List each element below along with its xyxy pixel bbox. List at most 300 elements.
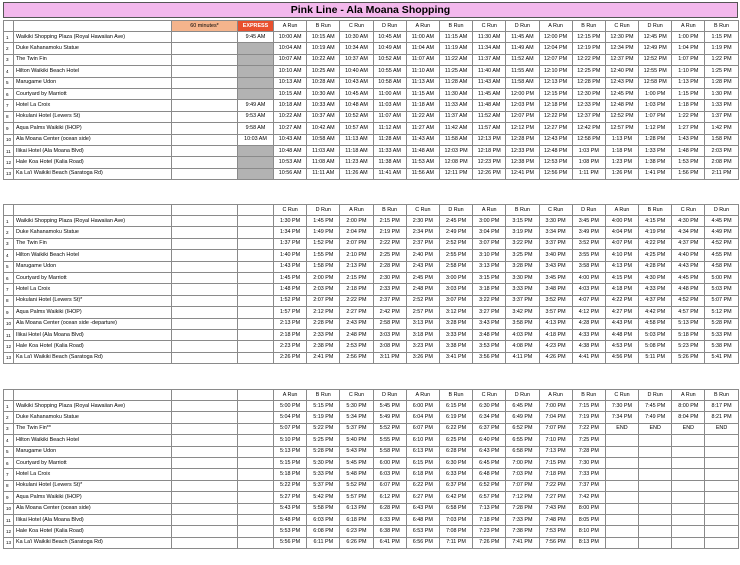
- time-cell: 10:30 AM: [307, 88, 340, 99]
- stop-name: Hokulani Hotel (Lewers St)*: [14, 480, 172, 491]
- time-cell: 10:43 AM: [340, 77, 373, 88]
- time-cell: 8:00 PM: [672, 401, 705, 412]
- time-cell: 10:34 AM: [340, 43, 373, 54]
- time-cell: 12:41 PM: [506, 168, 539, 179]
- stop-name: Hokulani Hotel (Lewers St): [14, 111, 172, 122]
- time-cell: 6:30 PM: [473, 401, 506, 412]
- time-cell: 5:13 PM: [672, 318, 705, 329]
- time-cell: 2:07 PM: [307, 295, 340, 306]
- time-cell: 6:13 PM: [406, 446, 439, 457]
- time-cell: 10:18 AM: [274, 100, 307, 111]
- time-cell: 7:15 PM: [572, 401, 605, 412]
- time-cell: [605, 526, 638, 537]
- stop-number: 9: [4, 492, 14, 503]
- time-cell: 2:43 PM: [340, 318, 373, 329]
- express-time: [238, 168, 274, 179]
- time-cell: 11:07 AM: [406, 54, 439, 65]
- stop-number: 10: [4, 503, 14, 514]
- time-cell: 6:07 PM: [373, 480, 406, 491]
- time-cell: 5:03 PM: [639, 329, 672, 340]
- stop-number: 3: [4, 54, 14, 65]
- time-cell: 5:48 PM: [274, 514, 307, 525]
- time-cell: 3:25 PM: [506, 250, 539, 261]
- run-header: B Run: [439, 21, 472, 32]
- time-cell: 2:45 PM: [439, 216, 472, 227]
- time-cell: 4:30 PM: [639, 272, 672, 283]
- time-cell: 1:26 PM: [605, 168, 638, 179]
- time-cell: 4:48 PM: [672, 284, 705, 295]
- time-cell: [672, 492, 705, 503]
- time-cell: 12:49 PM: [639, 43, 672, 54]
- time-cell: 6:38 PM: [373, 526, 406, 537]
- stop-number: 6: [4, 272, 14, 283]
- table-row: [4, 514, 739, 525]
- time-cell: 2:25 PM: [373, 250, 406, 261]
- time-cell: [672, 446, 705, 457]
- time-cell: 11:22 AM: [439, 54, 472, 65]
- blank-cell: [238, 446, 274, 457]
- time-cell: 8:10 PM: [572, 526, 605, 537]
- run-header: C Run: [406, 205, 439, 216]
- time-cell: 1:19 PM: [705, 43, 738, 54]
- time-cell: 12:08 PM: [439, 157, 472, 168]
- stop-number: 3: [4, 238, 14, 249]
- header-blank: [238, 205, 274, 216]
- time-cell: 11:26 AM: [340, 168, 373, 179]
- time-cell: 3:52 PM: [572, 238, 605, 249]
- time-cell: 1:57 PM: [274, 307, 307, 318]
- time-cell: 6:49 PM: [506, 412, 539, 423]
- time-cell: 8:00 PM: [572, 503, 605, 514]
- express-time: [238, 77, 274, 88]
- time-cell: 7:28 PM: [506, 503, 539, 514]
- time-cell: 3:45 PM: [539, 272, 572, 283]
- time-cell: 6:25 PM: [439, 435, 472, 446]
- time-cell: 10:49 AM: [373, 43, 406, 54]
- time-cell: [639, 526, 672, 537]
- interval-cell: [172, 168, 238, 179]
- time-cell: 6:10 PM: [406, 435, 439, 446]
- blank-cell: [238, 216, 274, 227]
- time-cell: [605, 492, 638, 503]
- time-cell: 10:42 AM: [307, 123, 340, 134]
- time-cell: 5:49 PM: [373, 412, 406, 423]
- time-cell: 2:49 PM: [439, 227, 472, 238]
- time-cell: 5:12 PM: [705, 307, 738, 318]
- time-cell: 3:13 PM: [406, 318, 439, 329]
- time-cell: 2:40 PM: [406, 250, 439, 261]
- stop-number: 9: [4, 307, 14, 318]
- time-cell: 11:15 AM: [439, 32, 472, 43]
- time-cell: END: [672, 423, 705, 434]
- table-row: [4, 284, 739, 295]
- time-cell: 11:03 AM: [373, 100, 406, 111]
- time-cell: 1:48 PM: [274, 284, 307, 295]
- time-cell: [672, 503, 705, 514]
- time-cell: 1:18 PM: [605, 145, 638, 156]
- blank-cell: [238, 227, 274, 238]
- blank-cell: [172, 503, 238, 514]
- header-blank: [4, 21, 14, 32]
- stop-name: Hotel La Croix: [14, 469, 172, 480]
- time-cell: 4:49 PM: [705, 227, 738, 238]
- time-cell: 10:07 AM: [274, 54, 307, 65]
- stop-name: Courtyard by Marriott: [14, 88, 172, 99]
- time-cell: [705, 446, 738, 457]
- stop-name: Ka La'i Waikiki Beach (Saratoga Rd): [14, 168, 172, 179]
- time-cell: 11:40 AM: [473, 66, 506, 77]
- time-cell: 5:48 PM: [340, 469, 373, 480]
- run-header: A Run: [473, 205, 506, 216]
- time-cell: 12:56 PM: [539, 168, 572, 179]
- blank-cell: [172, 307, 238, 318]
- time-cell: 2:13 PM: [274, 318, 307, 329]
- time-cell: 4:45 PM: [672, 272, 705, 283]
- stop-name: Hale Koa Hotel (Kalia Road): [14, 157, 172, 168]
- time-cell: 11:25 AM: [439, 66, 472, 77]
- run-header: C Run: [274, 205, 307, 216]
- time-cell: END: [639, 423, 672, 434]
- stop-number: 8: [4, 295, 14, 306]
- table-row: [4, 352, 739, 363]
- time-cell: 4:13 PM: [605, 261, 638, 272]
- blank-cell: [172, 216, 238, 227]
- run-header: B Run: [572, 390, 605, 401]
- time-cell: 5:23 PM: [672, 341, 705, 352]
- table-row: [4, 250, 739, 261]
- blank-cell: [238, 492, 274, 503]
- time-cell: 1:49 PM: [307, 227, 340, 238]
- time-cell: 4:58 PM: [705, 261, 738, 272]
- time-cell: 2:04 PM: [340, 227, 373, 238]
- time-cell: 12:30 PM: [572, 88, 605, 99]
- time-cell: 11:03 AM: [307, 145, 340, 156]
- time-cell: 5:22 PM: [274, 480, 307, 491]
- run-header: D Run: [639, 21, 672, 32]
- table-row: [4, 412, 739, 423]
- time-cell: 11:00 AM: [406, 32, 439, 43]
- time-cell: 10:00 AM: [274, 32, 307, 43]
- time-cell: 4:43 PM: [672, 261, 705, 272]
- table-row: [4, 295, 739, 306]
- time-cell: 4:28 PM: [639, 261, 672, 272]
- time-cell: 3:52 PM: [539, 295, 572, 306]
- run-header: C Run: [539, 205, 572, 216]
- time-cell: 1:03 PM: [639, 100, 672, 111]
- stop-number: 4: [4, 435, 14, 446]
- time-cell: 12:04 PM: [539, 43, 572, 54]
- stop-name: Hale Koa Hotel (Kalia Road): [14, 526, 172, 537]
- time-cell: 3:53 PM: [473, 341, 506, 352]
- time-cell: 3:57 PM: [539, 307, 572, 318]
- stop-number: 4: [4, 250, 14, 261]
- blank-cell: [238, 514, 274, 525]
- time-cell: 4:07 PM: [605, 238, 638, 249]
- time-cell: 5:25 PM: [307, 435, 340, 446]
- interval-cell: [172, 77, 238, 88]
- time-cell: 11:43 AM: [406, 134, 439, 145]
- time-cell: 2:23 PM: [274, 341, 307, 352]
- stop-name: Waikiki Shopping Plaza (Royal Hawaiian Ave): [14, 216, 172, 227]
- time-cell: 3:00 PM: [439, 272, 472, 283]
- time-cell: 2:45 PM: [406, 272, 439, 283]
- time-cell: 6:37 PM: [439, 480, 472, 491]
- time-cell: 11:11 AM: [307, 168, 340, 179]
- time-cell: 1:03 PM: [572, 145, 605, 156]
- time-cell: [639, 457, 672, 468]
- blank-cell: [238, 295, 274, 306]
- time-cell: 5:38 PM: [705, 341, 738, 352]
- time-cell: 7:30 PM: [605, 401, 638, 412]
- time-cell: 5:42 PM: [307, 492, 340, 503]
- time-cell: 10:48 AM: [274, 145, 307, 156]
- table-row: [4, 526, 739, 537]
- table-row: [4, 318, 739, 329]
- time-cell: 10:53 AM: [274, 157, 307, 168]
- time-cell: 7:07 PM: [539, 423, 572, 434]
- stop-number: 6: [4, 88, 14, 99]
- time-cell: 7:41 PM: [506, 537, 539, 548]
- time-cell: 1:33 PM: [705, 100, 738, 111]
- run-header: C Run: [605, 21, 638, 32]
- run-header: B Run: [639, 205, 672, 216]
- time-cell: 1:43 PM: [672, 134, 705, 145]
- stop-name: Ka La'i Waikiki Beach (Saratoga Rd): [14, 537, 172, 548]
- time-cell: 3:19 PM: [506, 227, 539, 238]
- time-cell: 1:58 PM: [705, 134, 738, 145]
- time-cell: 3:41 PM: [439, 352, 472, 363]
- table-row: [4, 227, 739, 238]
- time-cell: [605, 457, 638, 468]
- time-cell: 2:22 PM: [340, 295, 373, 306]
- time-cell: 10:58 AM: [373, 77, 406, 88]
- run-header: A Run: [605, 205, 638, 216]
- time-cell: 3:15 PM: [506, 216, 539, 227]
- table-row: [4, 329, 739, 340]
- time-cell: 10:19 AM: [307, 43, 340, 54]
- time-cell: 4:48 PM: [605, 329, 638, 340]
- time-cell: 10:52 AM: [373, 54, 406, 65]
- run-header: C Run: [605, 390, 638, 401]
- time-cell: 12:13 PM: [539, 77, 572, 88]
- table-row: [4, 480, 739, 491]
- table-row: [4, 54, 739, 65]
- table-row: [4, 503, 739, 514]
- time-cell: 1:37 PM: [705, 111, 738, 122]
- time-cell: 4:56 PM: [605, 352, 638, 363]
- time-cell: 4:33 PM: [572, 329, 605, 340]
- interval-cell: [172, 134, 238, 145]
- time-cell: [705, 480, 738, 491]
- express-time: 10:03 AM: [238, 134, 274, 145]
- time-cell: [639, 492, 672, 503]
- interval-cell: [172, 66, 238, 77]
- blank-cell: [172, 435, 238, 446]
- time-cell: 11:48 AM: [473, 100, 506, 111]
- time-cell: 11:12 AM: [373, 123, 406, 134]
- time-cell: 12:58 PM: [639, 77, 672, 88]
- time-cell: 1:52 PM: [274, 295, 307, 306]
- stop-number: 11: [4, 329, 14, 340]
- time-cell: 4:27 PM: [605, 307, 638, 318]
- time-cell: 4:38 PM: [572, 341, 605, 352]
- run-header: B Run: [705, 21, 738, 32]
- time-cell: 11:28 AM: [373, 134, 406, 145]
- time-cell: 2:34 PM: [406, 227, 439, 238]
- table-row: [4, 423, 739, 434]
- time-cell: 3:26 PM: [406, 352, 439, 363]
- time-cell: 3:33 PM: [439, 329, 472, 340]
- time-cell: 7:13 PM: [539, 446, 572, 457]
- time-cell: 7:30 PM: [572, 457, 605, 468]
- time-cell: 8:04 PM: [672, 412, 705, 423]
- time-cell: 3:33 PM: [506, 284, 539, 295]
- blank-cell: [238, 401, 274, 412]
- run-header: B Run: [506, 205, 539, 216]
- time-cell: 5:43 PM: [340, 446, 373, 457]
- express-label: EXPRESS: [238, 21, 274, 32]
- time-cell: 4:04 PM: [605, 227, 638, 238]
- time-cell: 6:48 PM: [473, 469, 506, 480]
- time-cell: 5:22 PM: [307, 423, 340, 434]
- time-cell: 12:53 PM: [539, 157, 572, 168]
- time-cell: 4:58 PM: [639, 318, 672, 329]
- time-cell: 12:52 PM: [639, 54, 672, 65]
- time-cell: 7:00 PM: [506, 457, 539, 468]
- run-header: D Run: [572, 205, 605, 216]
- time-cell: 12:48 PM: [605, 100, 638, 111]
- time-cell: 10:33 AM: [307, 100, 340, 111]
- time-cell: 3:13 PM: [473, 261, 506, 272]
- time-cell: 5:10 PM: [274, 435, 307, 446]
- time-cell: 3:49 PM: [572, 227, 605, 238]
- time-cell: 5:00 PM: [705, 272, 738, 283]
- time-cell: [705, 526, 738, 537]
- time-cell: 1:13 PM: [672, 77, 705, 88]
- time-cell: 1:08 PM: [572, 157, 605, 168]
- time-cell: 6:34 PM: [473, 412, 506, 423]
- time-cell: 2:22 PM: [373, 238, 406, 249]
- time-cell: 11:42 AM: [439, 123, 472, 134]
- time-cell: 2:18 PM: [274, 329, 307, 340]
- time-cell: 1:13 PM: [605, 134, 638, 145]
- time-cell: 1:07 PM: [639, 111, 672, 122]
- run-header: B Run: [705, 390, 738, 401]
- time-cell: [605, 537, 638, 548]
- stop-name: Courtyard by Marriott: [14, 457, 172, 468]
- time-cell: 2:28 PM: [307, 318, 340, 329]
- stop-number: 11: [4, 514, 14, 525]
- time-cell: [672, 514, 705, 525]
- stop-name: Duke Kahanamoku Statue: [14, 412, 172, 423]
- time-cell: 3:38 PM: [439, 341, 472, 352]
- blank-cell: [238, 423, 274, 434]
- time-cell: [705, 457, 738, 468]
- stop-name: Marugame Udon: [14, 261, 172, 272]
- time-cell: [672, 457, 705, 468]
- time-cell: 6:37 PM: [473, 423, 506, 434]
- time-cell: 2:58 PM: [439, 261, 472, 272]
- stop-name: Ala Moana Center (ocean side): [14, 134, 172, 145]
- time-cell: 1:07 PM: [672, 54, 705, 65]
- time-cell: 4:18 PM: [539, 329, 572, 340]
- time-cell: 2:15 PM: [373, 216, 406, 227]
- time-cell: 7:18 PM: [539, 469, 572, 480]
- time-cell: 4:37 PM: [639, 295, 672, 306]
- time-cell: 11:49 AM: [506, 43, 539, 54]
- time-cell: 2:37 PM: [373, 295, 406, 306]
- stop-number: 8: [4, 111, 14, 122]
- stop-name: Marugame Udon: [14, 77, 172, 88]
- time-cell: 5:15 PM: [274, 457, 307, 468]
- time-cell: 10:43 AM: [274, 134, 307, 145]
- run-header: D Run: [506, 21, 539, 32]
- time-cell: 10:57 AM: [340, 123, 373, 134]
- run-header: D Run: [373, 390, 406, 401]
- express-time: 9:49 AM: [238, 100, 274, 111]
- time-cell: 12:40 PM: [605, 66, 638, 77]
- time-cell: 4:08 PM: [506, 341, 539, 352]
- time-cell: 5:07 PM: [705, 295, 738, 306]
- header-blank: [4, 390, 14, 401]
- time-cell: 10:15 AM: [274, 88, 307, 99]
- time-cell: [639, 503, 672, 514]
- run-header: D Run: [639, 390, 672, 401]
- time-cell: 10:45 AM: [373, 32, 406, 43]
- time-cell: END: [605, 423, 638, 434]
- time-cell: 11:15 AM: [406, 88, 439, 99]
- time-cell: 12:48 PM: [539, 145, 572, 156]
- time-cell: 12:03 PM: [506, 100, 539, 111]
- time-cell: 4:03 PM: [506, 329, 539, 340]
- time-cell: 2:37 PM: [406, 238, 439, 249]
- time-cell: 11:13 AM: [340, 134, 373, 145]
- time-cell: 5:04 PM: [274, 412, 307, 423]
- time-cell: 3:56 PM: [473, 352, 506, 363]
- time-cell: 1:34 PM: [274, 227, 307, 238]
- time-cell: 6:04 PM: [406, 412, 439, 423]
- stop-name: Hale Koa Hotel (Kalia Road): [14, 341, 172, 352]
- time-cell: 5:00 PM: [274, 401, 307, 412]
- time-cell: 2:57 PM: [406, 307, 439, 318]
- time-cell: 7:49 PM: [639, 412, 672, 423]
- time-cell: 12:12 PM: [506, 123, 539, 134]
- time-cell: 5:53 PM: [274, 526, 307, 537]
- time-cell: 12:38 PM: [506, 157, 539, 168]
- time-cell: 10:37 AM: [307, 111, 340, 122]
- stop-name: Hilton Waikiki Beach Hotel: [14, 250, 172, 261]
- blank-cell: [238, 480, 274, 491]
- header-row: [4, 390, 739, 401]
- interval-cell: [172, 100, 238, 111]
- time-cell: 11:27 AM: [406, 123, 439, 134]
- time-cell: 2:55 PM: [439, 250, 472, 261]
- stop-number: 7: [4, 100, 14, 111]
- stop-number: 2: [4, 227, 14, 238]
- time-cell: 11:41 AM: [373, 168, 406, 179]
- time-cell: 7:00 PM: [539, 401, 572, 412]
- run-header: A Run: [539, 21, 572, 32]
- time-cell: 11:00 AM: [373, 88, 406, 99]
- run-header: D Run: [439, 205, 472, 216]
- blank-cell: [238, 469, 274, 480]
- time-cell: 4:12 PM: [572, 307, 605, 318]
- time-cell: 7:03 PM: [439, 514, 472, 525]
- time-cell: 2:48 PM: [406, 284, 439, 295]
- time-cell: 4:40 PM: [672, 250, 705, 261]
- time-cell: 3:28 PM: [506, 261, 539, 272]
- time-cell: [705, 435, 738, 446]
